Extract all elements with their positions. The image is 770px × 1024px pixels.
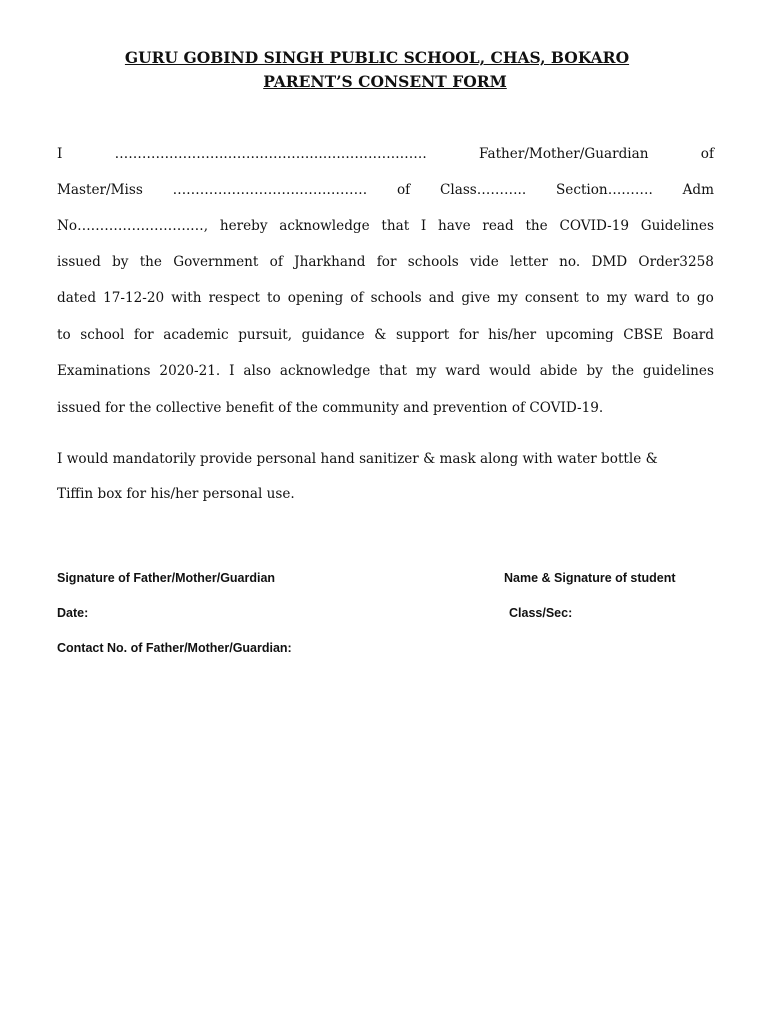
paragraph-line: issued by the Government of Jharkhand for schools vide letter no. DMD Order3258: [57, 254, 714, 270]
student-signature-label: Name & Signature of student: [504, 571, 676, 585]
date-label: Date:: [57, 606, 89, 620]
parent-signature-label: Signature of Father/Mother/Guardian: [57, 571, 276, 585]
form-title: PARENT’S CONSENT FORM: [263, 72, 507, 91]
paragraph-line: Examinations 2020-21. I also acknowledge that my ward would abide by the guidelines: [57, 363, 714, 379]
paragraph-line: Master/Miss ……………………….…………… of Class……….. Section………. Adm: [57, 182, 714, 198]
paragraph-line: to school for academic pursuit, guidance & support for his/her upcoming CBSE Board: [57, 327, 714, 343]
class-section-label: Class/Sec:: [509, 606, 573, 620]
paragraph-line: No…………………….…, hereby acknowledge that I have read the COVID-19 Guidelines: [57, 218, 714, 234]
paragraph-line: I …………………….………………….…………………. Father/Mother/Guardian of: [57, 146, 714, 162]
school-name-title: GURU GOBIND SINGH PUBLIC SCHOOL, CHAS, BOKARO: [124, 48, 630, 67]
paragraph-line: issued for the collective benefit of the community and prevention of COVID-19.: [57, 400, 604, 416]
paragraph-line: Tiffin box for his/her personal use.: [57, 486, 295, 502]
paragraph-line: dated 17-12-20 with respect to opening of schools and give my consent to my ward to go: [57, 290, 714, 306]
contact-number-label: Contact No. of Father/Mother/Guardian:: [57, 641, 292, 655]
paragraph-line: I would mandatorily provide personal hand sanitizer & mask along with water bottle &: [57, 451, 658, 467]
